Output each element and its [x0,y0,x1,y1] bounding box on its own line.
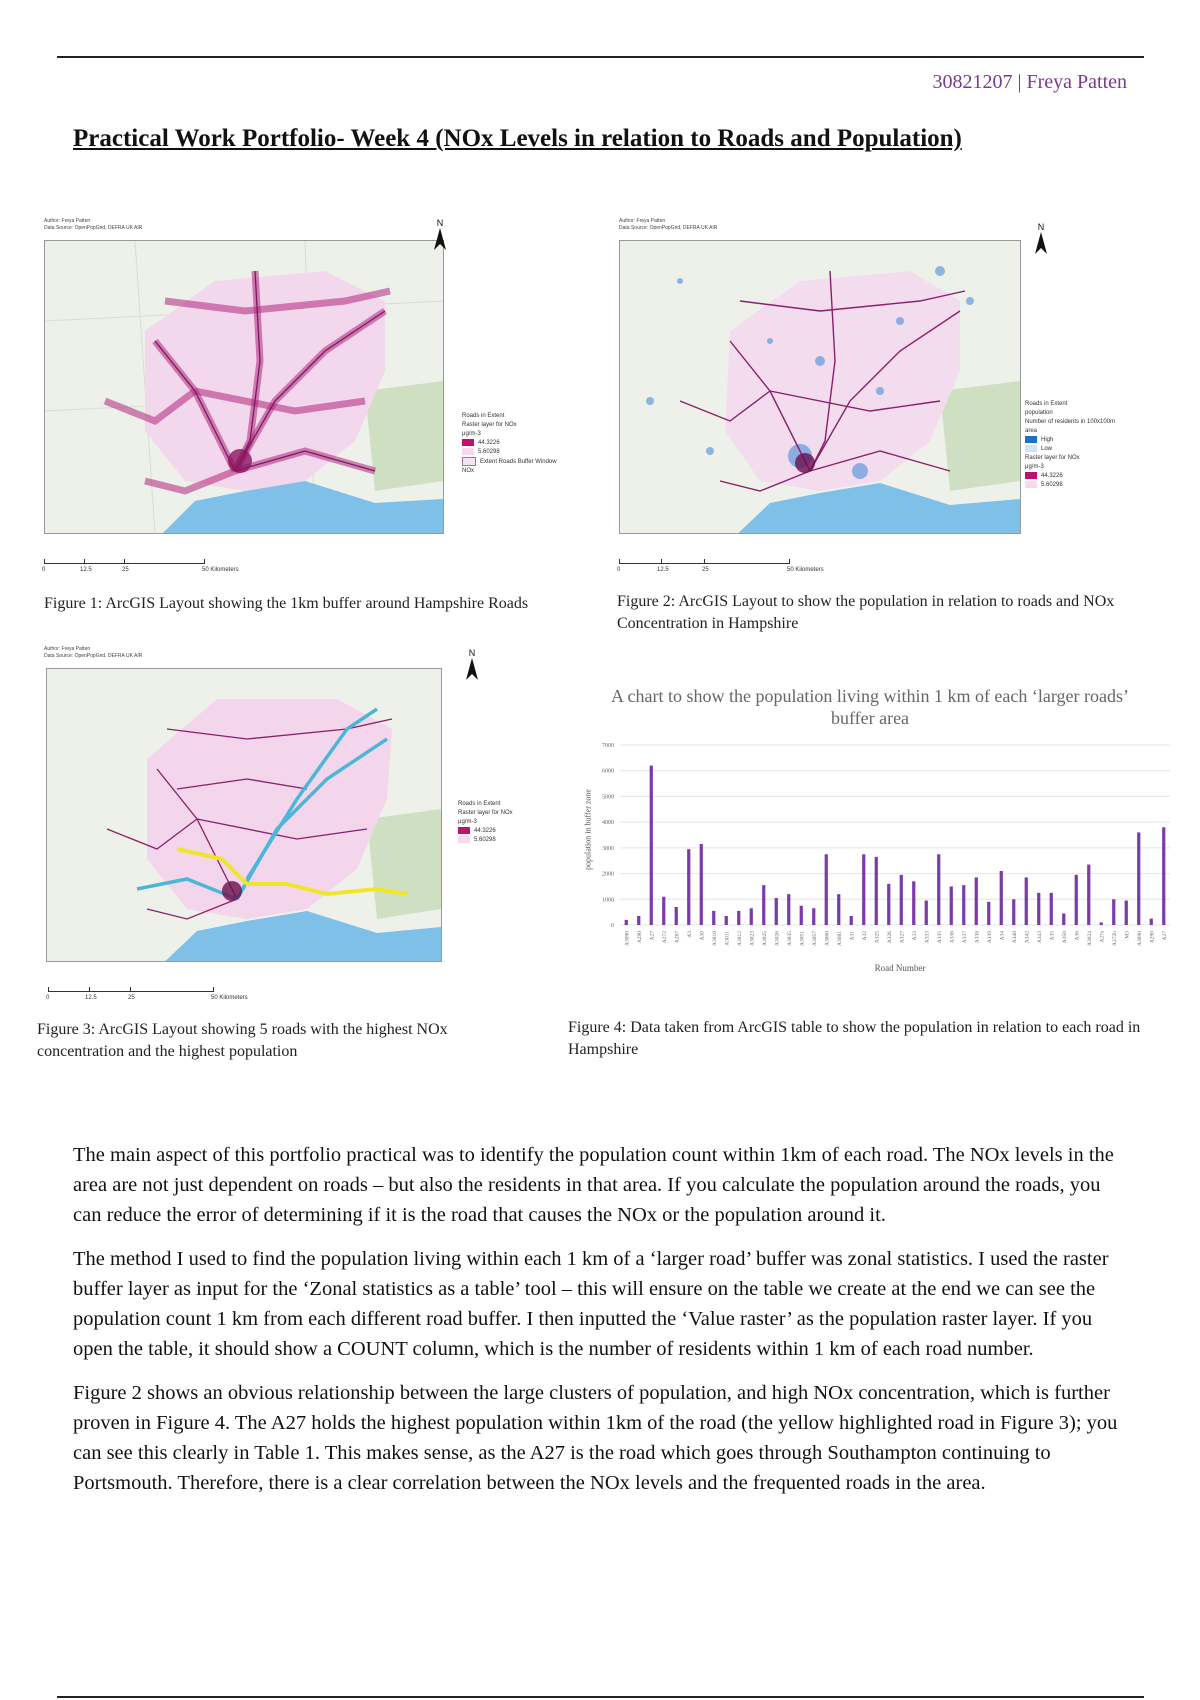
north-arrow [1033,222,1049,256]
map-source: Data Source: OpenPopGrid, DEFRA UK AIR [44,653,143,659]
x-tick-label: A335 [936,931,943,944]
body-paragraph-1: The main aspect of this portfolio practical was to identify the population count within 1km of each road. The NOx levels in the area are not just dependent on roads – but also the residents in that area. If you calculate the population around the roads, you can reduce the error of determining if it is the road that causes the NOx or the population around it. [73,1144,1114,1226]
legend-low: 5.60298 [458,836,558,845]
legend-raster: Raster layer for NOx [462,422,517,428]
map-frame [619,240,1021,534]
map-author: Author: Freya Patten [619,218,666,224]
x-tick-label: A339 [986,931,993,944]
chart-bar [887,884,890,925]
page-title: Practical Work Portfolio- Week 4 (NOx Levels in relation to Roads and Population) [73,125,962,152]
map-source: Data Source: OpenPopGrid, DEFRA UK AIR [619,225,718,231]
bottom-rule [57,1696,1144,1698]
x-tick-label: A30 [699,931,706,941]
chart-bar [850,916,853,925]
chart-bar [725,916,728,925]
chart-bar [812,908,815,925]
chart-bar [1050,893,1053,925]
chart-bar [650,766,653,925]
map-meta [44,218,142,232]
chart-bar [925,901,928,925]
chart-bar [750,908,753,925]
x-tick-label: A36 [1074,931,1081,941]
chart-title: A chart to show the population living within 1 km of each ‘larger roads’ buffer area [610,686,1130,728]
chart-bar [875,857,878,925]
chart-bar [1037,893,1040,925]
x-tick-label: A27 [1161,931,1168,941]
x-tick-label: A3 [686,931,693,938]
legend-high: 44.3226 [1025,472,1125,481]
chart-bar [625,920,628,925]
legend-roads: Roads in Extent [462,413,505,419]
body-paragraph-3: Figure 2 shows an obvious relationship between the large clusters of population, and high NOx concentration, which is further proven in Figure 4. The A27 holds the highest population within 1km of the road (the yellow highlighted road in Figure 3); you can see this clearly in Table 1. This makes sense, as the A27 is the road which goes through Southampton continuing to Portsmouth. Therefore, there is a clear correlation between the NOx levels and the frequented roads in the area. [73,1382,1118,1494]
y-tick-label: 6000 [602,768,614,775]
chart-bar [662,897,665,925]
figure-3-panel [40,640,580,1010]
x-tick-label: A272b [1111,931,1118,946]
legend-high: 44.3226 [458,827,558,836]
x-tick-label: A338 [974,931,981,944]
x-tick-label: A3025 [761,931,768,946]
chart-bar [950,886,953,925]
chart-bar [1025,877,1028,925]
map-legend [1025,400,1125,490]
map-top-roads [47,669,441,961]
legend-pop-unit: Number of residents in 100x100m area [1025,419,1116,434]
chart-ylabel: population in buffer zone [583,789,593,870]
y-tick-label: 7000 [602,743,614,749]
x-tick-label: A342 [1024,931,1031,944]
x-tick-label: A327 [899,931,906,944]
x-tick-label: A34 [999,931,1006,941]
chart-bar [862,854,865,925]
north-arrow [464,648,480,682]
chart-bar [1100,922,1103,925]
chart-bar [987,902,990,925]
map-population-roads [620,241,1020,533]
map-frame [44,240,444,534]
top-rule [57,56,1144,58]
x-tick-label: A3057 [811,931,818,946]
page-header-label: 30821207 | Freya Patten [932,71,1127,93]
legend-raster: Raster layer for NOx [1025,455,1080,462]
y-tick-label: 0 [611,923,614,929]
chart-bar [1062,913,1065,925]
chart-xlabel: Road Number [874,963,926,973]
legend-roads: Roads in Extent [1025,401,1068,407]
legend-unit: μg/m-3 [458,819,477,825]
x-tick-label: A33 [911,931,918,941]
chart-bar [975,877,978,925]
north-arrow-label: N [1037,222,1045,232]
map-meta [44,646,142,660]
scale-bar: 0 12.5 25 50 Kilometers [48,985,213,992]
map-source: Data Source: OpenPopGrid, DEFRA UK AIR [44,225,143,231]
figure-1-caption: Figure 1: ArcGIS Layout showing the 1km buffer around Hampshire Roads [44,595,529,612]
chart-bar [1087,865,1090,925]
legend-pop-high: High [1025,436,1125,445]
legend-low: 5.60298 [1025,481,1125,490]
chart-bar [675,907,678,925]
map-meta [619,218,717,232]
x-tick-label: A3012 [736,931,743,946]
x-tick-label: A336 [949,931,956,944]
legend-unit: μg/m-3 [462,431,481,437]
north-arrow-icon [432,228,448,250]
y-tick-label: 3000 [602,845,614,852]
x-tick-label: A290 [636,931,643,944]
body-paragraph-2: The method I used to find the population living within each 1 km of a ‘larger road’ buffer was zonal statistics. I used the raster buffer layer as input for the ‘Zonal statistics as a table’ tool – this will ensure on the table we create at the end we can see the population count 1 km from each different road buffer. I then inputted the ‘Value raster’ as the population raster layer. If you open the table, it should show a COUNT column, which is the number of residents within 1 km of each road number. [73,1248,1109,1360]
chart-bar [787,894,790,925]
x-tick-label: A3024 [1086,931,1093,946]
chart-bar [800,906,803,925]
x-tick-label: A337 [961,931,968,944]
x-tick-label: A333 [924,931,931,944]
legend-population: population [1025,410,1053,416]
chart-bar [900,875,903,925]
x-tick-label: A350 [1061,931,1068,944]
chart-bar [700,844,703,925]
chart-bar [962,885,965,925]
legend-buffer: Extent Roads Buffer Window NOx [462,457,562,476]
y-tick-label: 4000 [602,820,614,827]
x-tick-label: A272 [661,931,668,944]
map-author: Author: Freya Patten [44,218,91,224]
x-tick-label: A3090 [624,931,631,946]
north-arrow [432,218,448,252]
legend-high: 44.3226 [462,439,562,448]
chart-bar [1000,871,1003,925]
figure-3-caption: Figure 3: ArcGIS Layout showing 5 roads with the highest NOx concentration and the highest population [37,1021,448,1060]
y-tick-label: 1000 [602,897,614,904]
chart-bar [825,854,828,925]
x-tick-label: A326 [886,931,893,944]
chart-bar [1162,827,1165,925]
chart-bar [1075,875,1078,925]
x-tick-label: A3026 [774,931,781,946]
population-chart [570,675,1180,980]
x-tick-label: A3090 [1136,931,1143,946]
chart-bar [1125,901,1128,925]
chart-bar [1137,832,1140,925]
north-arrow-icon [464,658,480,680]
x-tick-label: A31 [849,931,856,941]
x-tick-label: A343 [1036,931,1043,944]
legend-low: 5.60298 [462,448,562,457]
y-tick-label: 5000 [602,794,614,801]
x-tick-label: A287 [674,931,681,944]
chart-bar [775,898,778,925]
legend-pop-low: Low [1025,445,1125,454]
figure-2-caption: Figure 2: ArcGIS Layout to show the population in relation to roads and NOx Concentration in Hampshire [617,593,1115,632]
map-buffer-roads [45,241,443,533]
x-tick-label: A340 [1011,931,1018,944]
x-tick-label: A3060 [824,931,831,946]
x-tick-label: A3035 [786,931,793,946]
figure-1-panel [40,210,580,580]
x-tick-label: A3051 [799,931,806,946]
x-tick-label: A290 [1149,931,1156,944]
scale-bar: 0 12.5 25 50 Kilometers [619,557,789,564]
chart-bar [1150,919,1153,925]
north-arrow-icon [1033,232,1049,254]
legend-roads: Roads in Extent [458,801,501,807]
map-legend [462,412,562,476]
x-tick-label: M3 [1124,931,1131,939]
x-tick-label: A3081 [836,931,843,946]
chart-bar [687,849,690,925]
chart-bar [637,916,640,925]
chart-bar [762,885,765,925]
chart-bar [712,911,715,925]
map-author: Author: Freya Patten [44,646,91,652]
chart-bar [1012,899,1015,925]
chart-bar [737,911,740,925]
chart-bar [937,854,940,925]
chart-bar [1112,899,1115,925]
chart-plot [570,675,1180,980]
north-arrow-label: N [468,648,476,658]
y-tick-label: 2000 [602,871,614,878]
north-arrow-label: N [436,218,444,228]
body-text [73,1140,1133,1498]
x-tick-label: A3010 [711,931,718,946]
chart-bar [837,894,840,925]
map-frame [46,668,442,962]
x-tick-label: A27 [649,931,656,941]
legend-unit: μg/m-3 [1025,464,1044,471]
x-tick-label: A27s [1099,931,1106,943]
x-tick-label: A35 [1049,931,1056,941]
x-tick-label: A32 [861,931,868,941]
legend-raster: Raster layer for NOx [458,810,513,816]
x-tick-label: A3011 [724,931,731,946]
map-legend [458,800,558,845]
scale-bar: 0 12.5 25 50 Kilometers [44,557,204,564]
x-tick-label: A3023 [749,931,756,946]
chart-bar [912,881,915,925]
figure-2-panel [613,210,1173,580]
x-tick-label: A325 [874,931,881,944]
figure-4-caption: Figure 4: Data taken from ArcGIS table to show the population in relation to each road in Hampshire [568,1019,1141,1058]
